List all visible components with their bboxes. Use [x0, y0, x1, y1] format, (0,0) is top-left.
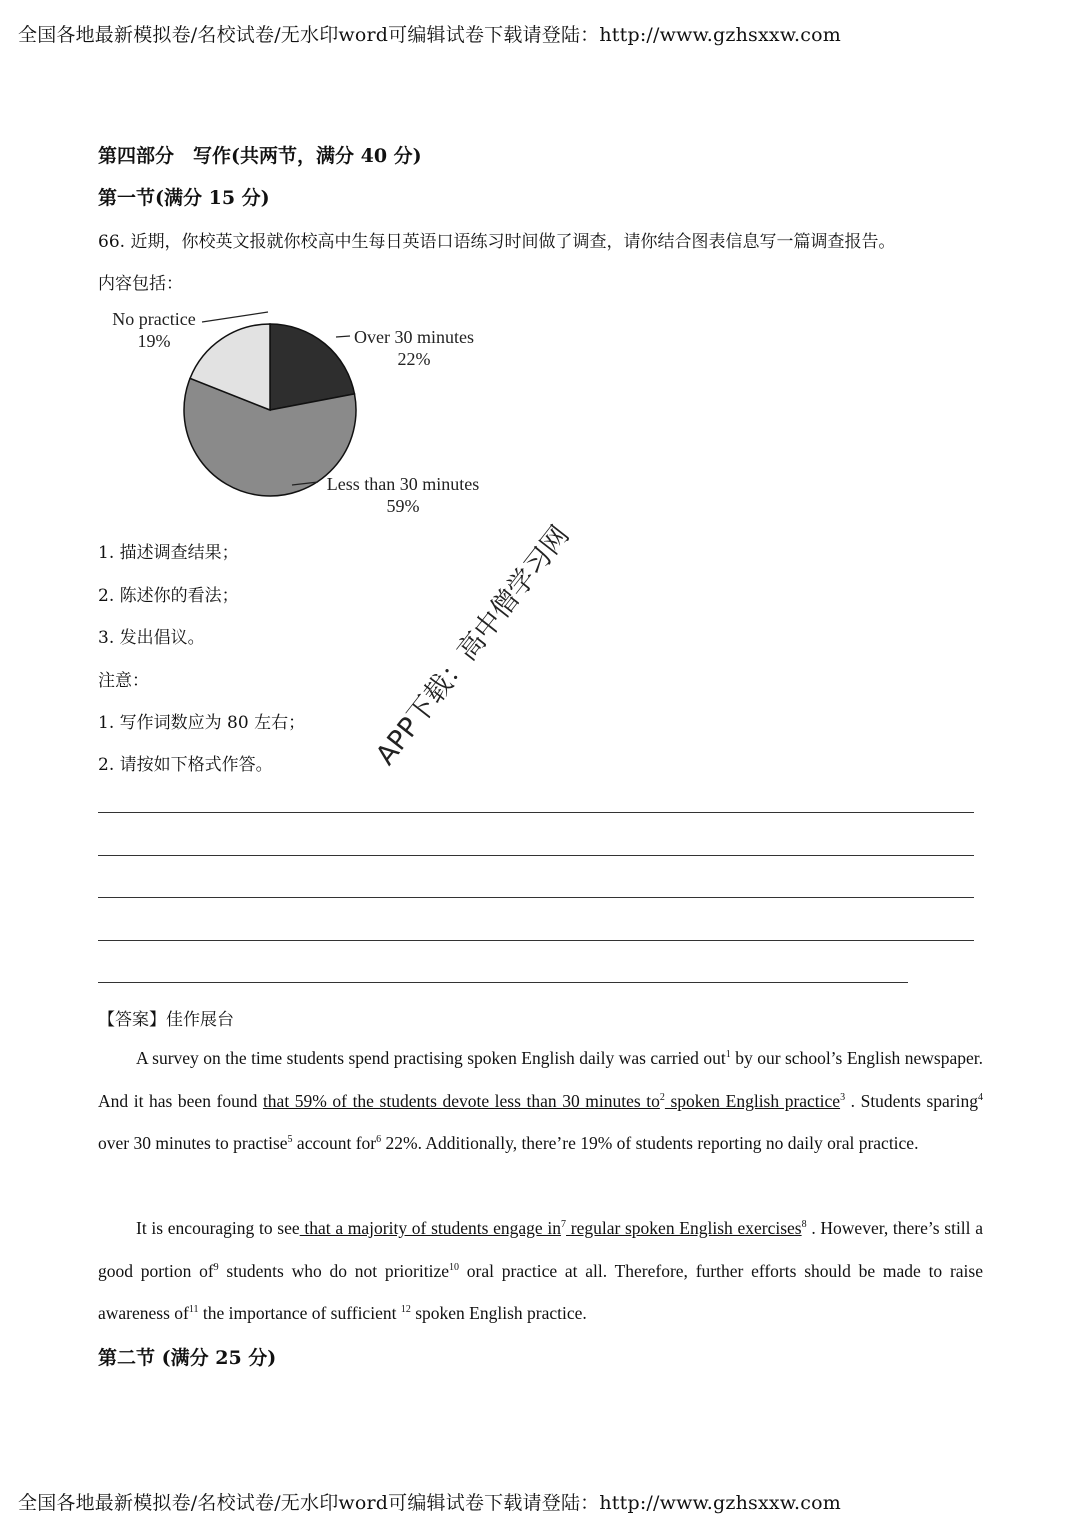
answer-line	[98, 897, 974, 898]
content-label: 内容包括：	[98, 274, 183, 294]
slice-value-less-30: 59%	[386, 496, 420, 516]
leader-line-no-practice	[202, 312, 268, 322]
note-item-2: 2. 请按如下格式作答。	[98, 755, 273, 775]
answer-line	[98, 855, 974, 856]
content-item-3: 3. 发出倡议。	[98, 628, 205, 648]
note-item-1: 1. 写作词数应为 80 左右；	[98, 713, 306, 733]
answer-line	[98, 812, 974, 813]
slice-label-no-practice: No practice	[112, 309, 196, 329]
section1-title: 第一节(满分 15 分)	[98, 187, 270, 209]
content-item-2: 2. 陈述你的看法；	[98, 586, 239, 606]
answer-label: 【答案】佳作展台	[98, 1010, 234, 1030]
slice-label-over-30: Over 30 minutes	[354, 327, 474, 347]
slice-label-less-30: Less than 30 minutes	[326, 474, 480, 494]
slice-value-over-30: 22%	[397, 349, 431, 369]
slice-value-no-practice: 19%	[137, 331, 171, 351]
note-label: 注意：	[98, 671, 149, 691]
site-footer-banner: 全国各地最新模拟卷/名校试卷/无水印word可编辑试卷下载请登陆：http://www.gzhsxxw.com	[18, 1492, 841, 1514]
question-prompt: 66. 近期，你校英文报就你校高中生每日英语口语练习时间做了调查，请你结合图表信息写一篇调查报告。	[98, 232, 896, 252]
part-title: 第四部分 写作(共两节，满分 40 分)	[98, 145, 422, 167]
answer-line	[98, 940, 974, 941]
leader-line-over-30	[336, 336, 350, 337]
content-item-1: 1. 描述调查结果；	[98, 543, 239, 563]
section2-title: 第二节 (满分 25 分)	[98, 1347, 277, 1369]
answer-line	[98, 982, 908, 983]
essay-paragraph-2: It is encouraging to see that a majority of students engage $in^7$ regular spoken English exercises$^8$ . However, there’s still a good portion $of^9$ students who do not prioritize$^{10}$ oral practice at all. Therefore, further efforts should be made to raise awareness $of^{11}$ the importance of sufficient $^{12}$ spoken English practice.	[98, 1218, 984, 1323]
site-header-banner: 全国各地最新模拟卷/名校试卷/无水印word可编辑试卷下载请登陆：http://www.gzhsxxw.com	[18, 24, 841, 46]
essay-paragraph-1: A survey on the time students spend practising spoken English daily was carried out$^1$ by our school’s English newspaper. And it has been found that 59% of the students devote less than 30 minutes $to^2$ spoken English practice$^3$ . Students sparing$^4$ over 30 minutes to practise$^5$ account for$^6$ 22%. Additionally, there’re 19% of students reporting no daily oral practice.	[98, 1048, 983, 1153]
watermark-text: APP下载：高中僧学习网	[370, 520, 576, 771]
pie-chart	[98, 300, 518, 525]
